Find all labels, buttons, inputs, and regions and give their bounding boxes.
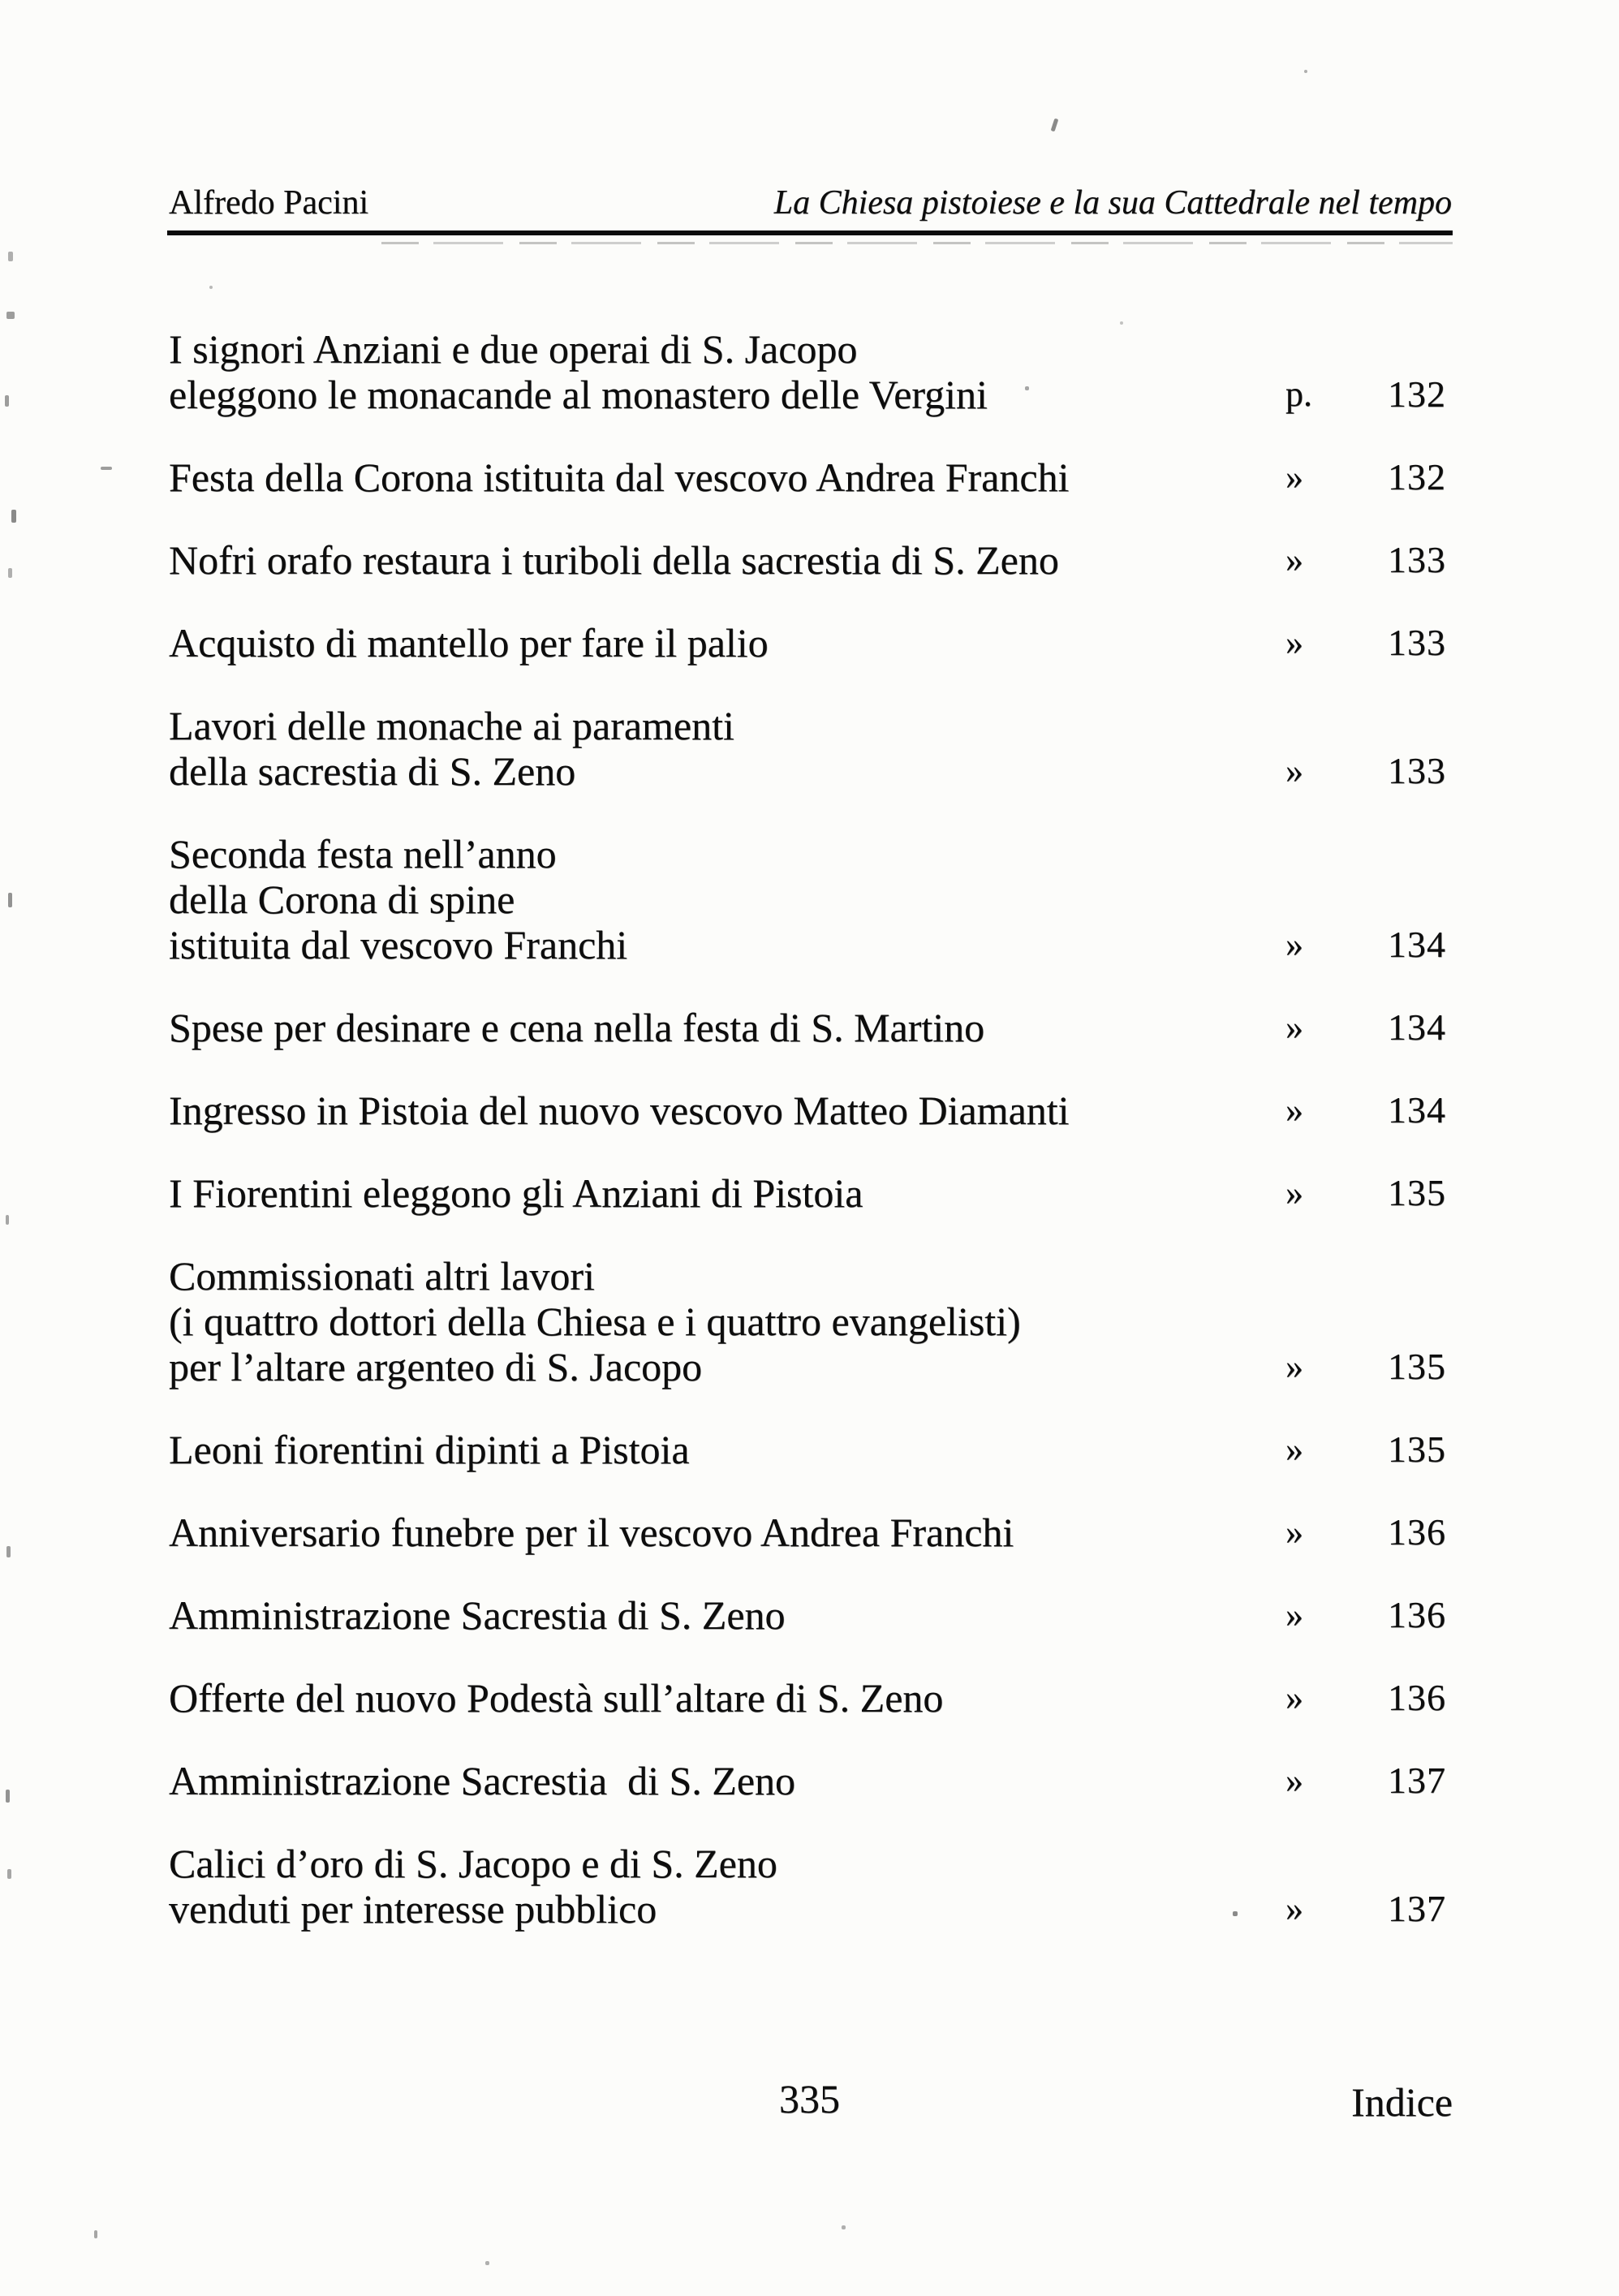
entry-title-line: I Fiorentini eleggono gli Anziani di Pistoia	[169, 1170, 863, 1216]
ditto-marker: »	[1285, 457, 1303, 497]
entry-title-line: per l’altare argenteo di S. Jacopo	[169, 1344, 703, 1389]
entry-title-line: Seconda festa nell’anno	[169, 831, 557, 877]
entry-title	[169, 1592, 1285, 1638]
folio-page-number: 335	[779, 2076, 840, 2122]
index-entry	[169, 1675, 1446, 1721]
entry-title-line: eleggono le monacande al monastero delle Vergini	[169, 372, 988, 417]
entry-title-line: Acquisto di mantello per fare il palio	[169, 620, 769, 666]
entry-page-number: 136	[1388, 1511, 1446, 1553]
entry-title-line: I signori Anziani e due operai di S. Jacopo	[169, 326, 858, 372]
scan-speck	[1051, 118, 1059, 132]
index-entry	[169, 1592, 1446, 1638]
index-entry	[169, 620, 1446, 666]
entry-title-line: Amministrazione Sacrestia di S. Zeno	[169, 1592, 786, 1638]
scan-speck	[8, 568, 12, 578]
header-author: Alfredo Pacini	[169, 184, 369, 222]
entry-title-line: Ingresso in Pistoia del nuovo vescovo Matteo Diamanti	[169, 1088, 1070, 1133]
entry-title-line: Festa della Corona istituita dal vescovo Andrea Franchi	[169, 454, 1070, 500]
entry-title-line: istituita dal vescovo Franchi	[169, 922, 628, 967]
scan-speck	[1304, 70, 1307, 73]
ditto-marker: »	[1285, 1346, 1303, 1386]
entry-page-number: 135	[1388, 1172, 1446, 1213]
entry-title	[169, 1841, 1285, 1932]
entry-title	[169, 1088, 1285, 1133]
entry-page-number: 132	[1388, 373, 1446, 415]
ditto-marker: »	[1285, 1678, 1303, 1717]
ditto-marker: »	[1285, 1429, 1303, 1469]
header-rule	[167, 230, 1453, 235]
entry-title	[169, 1427, 1285, 1472]
scan-speck	[842, 2225, 846, 2229]
entry-title	[169, 1253, 1285, 1389]
ditto-marker: »	[1285, 1090, 1303, 1130]
entry-title-line: Anniversario funebre per il vescovo Andrea Franchi	[169, 1510, 1014, 1555]
index-entry	[169, 1088, 1446, 1133]
entry-title-line: (i quattro dottori della Chiesa e i quattro evangelisti)	[169, 1299, 1021, 1344]
index-entry	[169, 1170, 1446, 1216]
entry-page-number: 136	[1388, 1594, 1446, 1635]
index-entry	[169, 1253, 1446, 1389]
header-rule-echo	[381, 242, 1453, 244]
entry-title	[169, 537, 1285, 583]
entry-title-line: Leoni fiorentini dipinti a Pistoia	[169, 1427, 690, 1472]
index-entry	[169, 831, 1446, 967]
entry-title-line: Nofri orafo restaura i turiboli della sacrestia di S. Zeno	[169, 537, 1059, 583]
scan-speck	[8, 252, 13, 261]
ditto-marker: »	[1285, 1173, 1303, 1213]
entry-page-number: 133	[1388, 539, 1446, 580]
entry-title	[169, 1675, 1285, 1721]
entry-title-line: della Corona di spine	[169, 877, 515, 922]
ditto-marker: »	[1285, 924, 1303, 964]
entry-title	[169, 326, 1285, 417]
header-book-title: La Chiesa pistoiese e la sua Cattedrale nel tempo	[773, 184, 1452, 222]
ditto-marker: »	[1285, 751, 1303, 790]
entry-title	[169, 831, 1285, 967]
scan-speck	[5, 395, 9, 407]
entry-title	[169, 1758, 1285, 1803]
scan-speck	[6, 1546, 11, 1557]
index-entry-list	[169, 326, 1446, 1932]
entry-page-number: 132	[1388, 456, 1446, 498]
index-entry	[169, 1758, 1446, 1803]
scan-speck	[1025, 386, 1029, 390]
ditto-marker: »	[1285, 622, 1303, 662]
scan-speck	[7, 1869, 11, 1879]
footer-section-label: Indice	[1351, 2079, 1453, 2125]
ditto-marker: »	[1285, 1760, 1303, 1800]
index-entry	[169, 1510, 1446, 1555]
entry-title-line: Offerte del nuovo Podestà sull’altare di S. Zeno	[169, 1675, 944, 1721]
ditto-marker: »	[1285, 1512, 1303, 1552]
index-entry	[169, 326, 1446, 417]
entry-page-number: 135	[1388, 1428, 1446, 1470]
entry-title	[169, 454, 1285, 500]
entry-page-number: 134	[1388, 924, 1446, 965]
scan-speck	[94, 2230, 97, 2238]
scan-speck	[8, 893, 12, 907]
index-entry	[169, 537, 1446, 583]
entry-title-line: Commissionati altri lavori	[169, 1253, 595, 1299]
entry-title-line: venduti per interesse pubblico	[169, 1886, 657, 1932]
entry-title-line: Amministrazione Sacrestia di S. Zeno	[169, 1758, 796, 1803]
ditto-marker: »	[1285, 1007, 1303, 1047]
entry-title	[169, 703, 1285, 794]
entry-title	[169, 620, 1285, 666]
index-entry	[169, 1427, 1446, 1472]
entry-title	[169, 1170, 1285, 1216]
ditto-marker: »	[1285, 1595, 1303, 1635]
entry-page-number: 133	[1388, 750, 1446, 791]
scan-speck	[11, 510, 16, 523]
entry-page-number: 137	[1388, 1760, 1446, 1801]
entry-page-number: 134	[1388, 1089, 1446, 1131]
entry-title-line: della sacrestia di S. Zeno	[169, 748, 576, 794]
scan-speck	[1233, 1911, 1238, 1916]
running-header	[169, 183, 1452, 222]
scan-speck	[1120, 321, 1123, 325]
scan-speck	[6, 1790, 10, 1803]
scan-speck	[209, 286, 213, 289]
entry-page-number: 136	[1388, 1677, 1446, 1718]
entry-page-number: 133	[1388, 622, 1446, 663]
scan-speck	[485, 2261, 489, 2265]
scan-speck	[6, 312, 15, 319]
page-abbreviation: p.	[1285, 374, 1312, 414]
scan-speck	[101, 467, 112, 470]
entry-title	[169, 1510, 1285, 1555]
ditto-marker: »	[1285, 1889, 1303, 1928]
entry-page-number: 137	[1388, 1888, 1446, 1929]
entry-title	[169, 1005, 1285, 1050]
scan-speck	[6, 1215, 9, 1225]
entry-title-line: Lavori delle monache ai paramenti	[169, 703, 734, 748]
index-entry	[169, 1841, 1446, 1932]
index-entry	[169, 703, 1446, 794]
entry-page-number: 135	[1388, 1346, 1446, 1387]
entry-title-line: Calici d’oro di S. Jacopo e di S. Zeno	[169, 1841, 777, 1886]
entry-page-number: 134	[1388, 1006, 1446, 1048]
entry-title-line: Spese per desinare e cena nella festa di S. Martino	[169, 1005, 985, 1050]
index-entry	[169, 1005, 1446, 1050]
index-entry	[169, 454, 1446, 500]
ditto-marker: »	[1285, 540, 1303, 579]
